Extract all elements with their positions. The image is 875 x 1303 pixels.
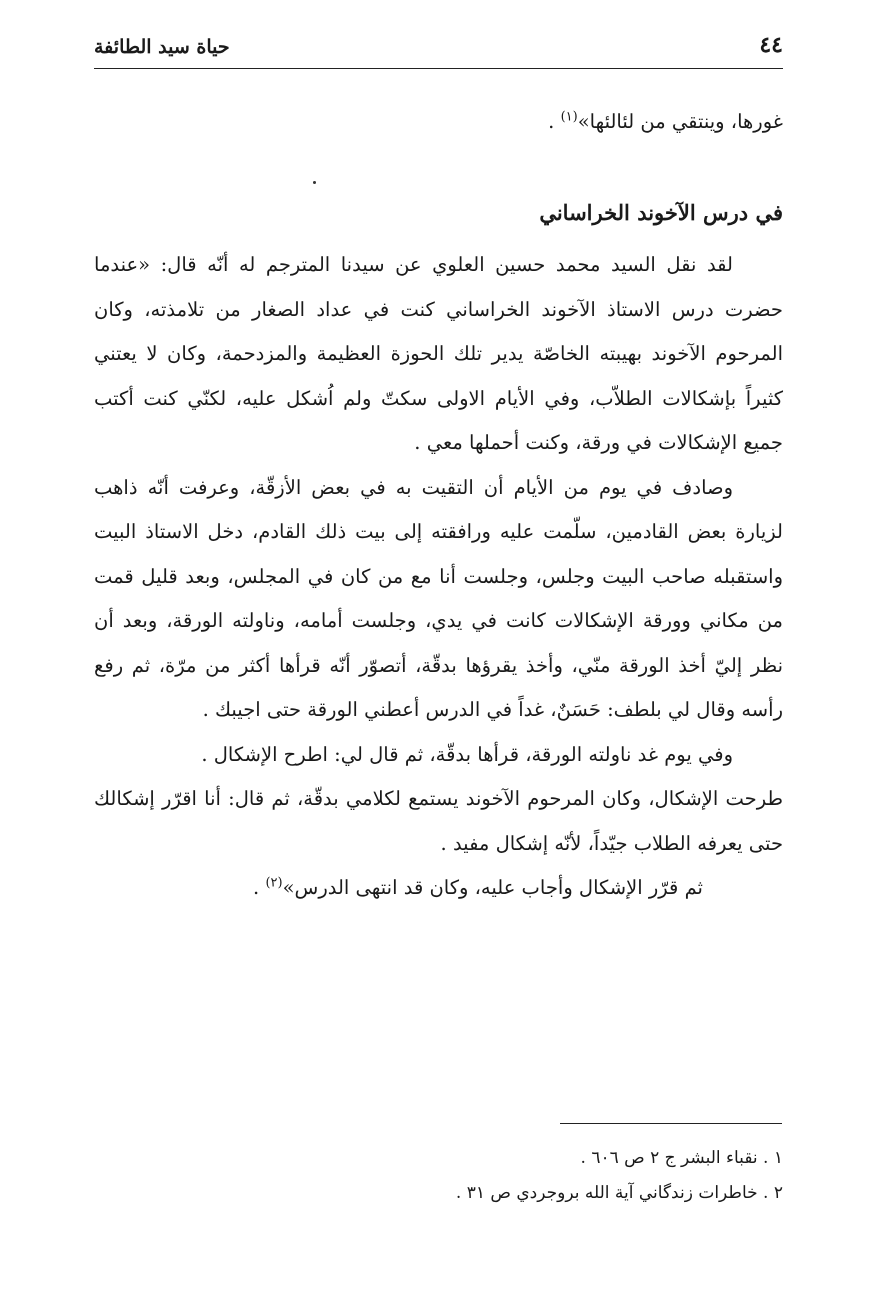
footnotes <box>94 1141 783 1211</box>
paragraph: وصادف في يوم من الأيام أن التقيت به في بعض الأزقّة، وعرفت أنّه ذاهب لزيارة بعض القادمين، سلّمت عليه ورافقته إلى بيت ذلك القادم، دخل الاستاذ البيت واستقبله صاحب البيت وجلس، وجلست أنا مع من كان في المجلس، وبعد قليل قمت من مكاني وورقة الإشكالات كانت في يدي، وجلست أمامه، وناولته الورقة، وبعد أن نظر إليّ أخذ الورقة منّي، وأخذ يقرؤها بدقّة، أتصوّر أنّه قرأها أكثر من مرّة، ثم رفع رأسه وقال لي بلطف: حَسَنٌ، غداً في الدرس أعطني الورقة حتى اجيبك . <box>94 475 783 721</box>
footnote-ref-2[interactable]: (٢) <box>265 875 283 891</box>
opening-end: . <box>548 110 561 133</box>
footnote-2: ٢ . خاطرات زندگاني آية الله بروجردي ص ٣١ . <box>455 1183 783 1203</box>
running-title: حياة سيد الطائفة <box>94 36 230 58</box>
page-header <box>94 28 783 69</box>
main-text <box>94 243 783 911</box>
closing-text: ثم قرّر الإشكال وأجاب عليه، وكان قد انتهى الدرس» <box>282 876 703 899</box>
closing-end: . <box>253 876 266 899</box>
paragraph: وفي يوم غد ناولته الورقة، قرأها بدقّة، ثم قال لي: اطرح الإشكال . <box>201 742 733 766</box>
paragraph: لقد نقل السيد محمد حسين العلوي عن سيدنا المترجم له أنّه قال: «عندما حضرت درس الاستاذ الآخوند الخراساني كنت في عداد الصغار من تلامذته، وكان المرحوم الآخوند بهيبته الخاصّة يدير تلك الحوزة العظيمة والمزدحمة، وكان لا يعتني كثيراً بإشكالات الطلاّب، وفي الأيام الاولى سكتّ ولم اُشكل عليه، لكنّي كنت أكتب جميع الإشكالات في ورقة، وكنت أحملها معي . <box>94 253 783 454</box>
opening-paragraph <box>94 100 783 145</box>
page-number: ٤٤ <box>759 32 783 58</box>
print-speck <box>313 181 316 184</box>
footnote-ref-1[interactable]: (١) <box>560 109 578 125</box>
section-heading: في درس الآخوند الخراساني <box>539 200 783 225</box>
closing-paragraph <box>94 866 783 911</box>
paragraph: طرحت الإشكال، وكان المرحوم الآخوند يستمع لكلامي بدقّة، ثم قال: أنا اقرّر إشكالك حتى يعرفه الطلاب جيّداً، لأنّه إشكال مفيد . <box>94 787 783 855</box>
footnote-divider <box>560 1123 782 1124</box>
opening-text: غورها، وينتقي من لئالئها» <box>577 110 783 133</box>
footnote-1: ١ . نقباء البشر ج ٢ ص ٦٠٦ . <box>580 1148 783 1168</box>
